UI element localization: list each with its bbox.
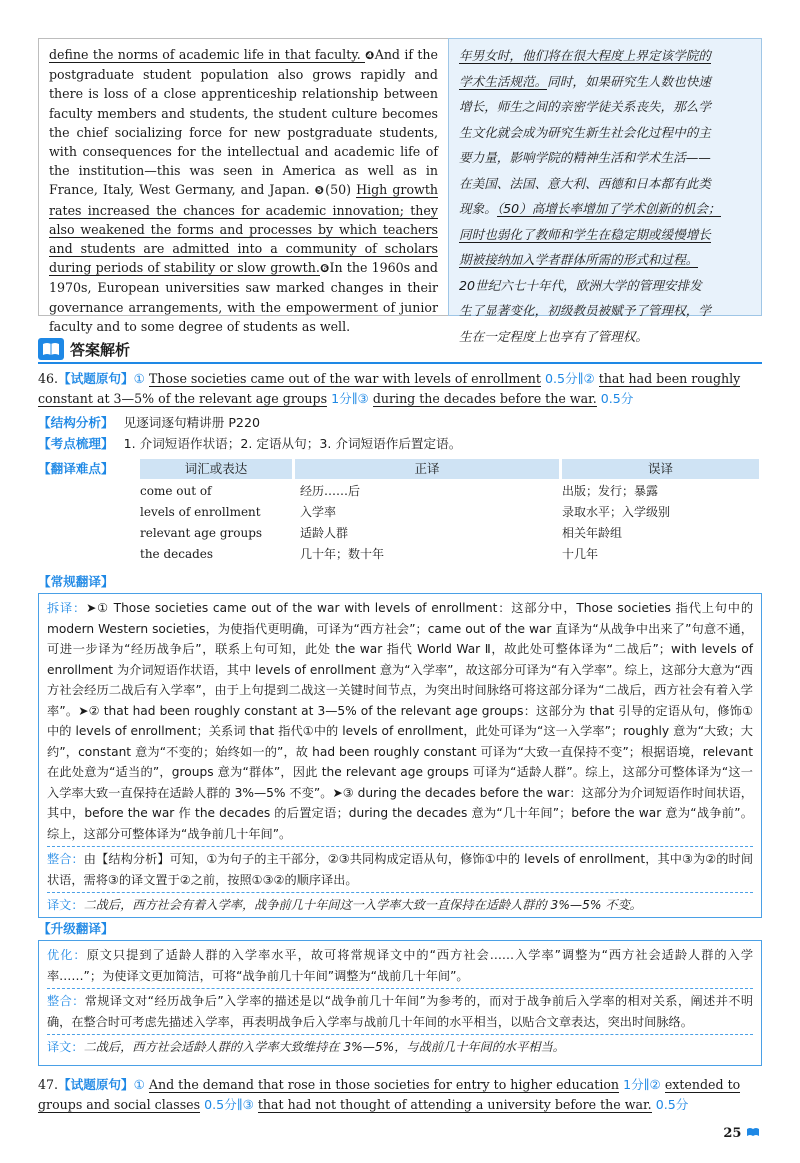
translation2-text: 二战后，西方社会适龄人群的入学率大致维持在 3%—5%，与战前几十年间的水平相当。: [83, 1040, 565, 1054]
question-number-50: (50): [325, 182, 357, 198]
cn-line: 现象。: [459, 201, 497, 216]
circle-2: ②: [583, 371, 595, 386]
vocab-wrong: 出版；发行；暴露: [562, 484, 659, 498]
passage-text: And if the postgraduate student population also grows rapidly and there is loss of a close apprenticeship relationship between faculty members and students, the student culture becomes the chief socializing force for new postgraduate students, with consequences for the intellectual and academic life of the institution—this was seen in America as well as in France, Italy, West Germany, and Japan.: [49, 47, 438, 198]
circle-2: ②: [649, 1077, 661, 1092]
q47-part1: And the demand that rose in those societies for entry to higher education: [148, 1077, 620, 1092]
merge-label: 整合：: [47, 852, 84, 866]
translation-label: 译文：: [47, 898, 84, 912]
split-label: 拆译：: [47, 601, 87, 615]
circle-1: ①: [133, 371, 145, 386]
cn-line: 同时，如果研究生人数也快速: [547, 73, 711, 89]
score: 0.5分: [600, 391, 634, 406]
passage-english: [38, 38, 448, 334]
cn-line: （50）高增长率增加了学术创新的机会；: [496, 201, 721, 216]
q46-orig-tag: 【试题原句】: [58, 371, 134, 386]
page-number: [723, 1126, 760, 1141]
vocab-right: 适龄人群: [300, 526, 349, 540]
vocab-wrong: 十几年: [562, 547, 599, 561]
vocab-head-wrong: 误译: [562, 459, 759, 479]
q47-orig-tag: 【试题原句】: [58, 1077, 134, 1092]
q47-part2: extended to groups and social classes: [38, 1077, 741, 1112]
cn-line: 年男女时，他们将在很大程度上界定该学院的: [459, 48, 711, 63]
q47-number: 47.: [38, 1077, 59, 1092]
translation-row: [47, 895, 753, 918]
vocab-right: 经历……后: [300, 484, 361, 498]
cn-line: 20世纪六七十年代，欧洲大学的管理安排发: [459, 277, 702, 293]
vocab-right: 几十年；数十年: [300, 547, 385, 561]
structure-analysis: [38, 413, 762, 433]
sentence-number-5: ❺: [314, 184, 326, 198]
vocab-row: [38, 502, 762, 523]
vocab-term: the decades: [140, 547, 214, 561]
passage-block: [38, 38, 762, 344]
merge2-label: 整合：: [47, 994, 85, 1008]
vocab-rows: [38, 481, 762, 565]
normal-translation-heading: [38, 571, 114, 590]
q46-number: 46.: [38, 371, 59, 386]
optimize-label: 优化：: [47, 948, 87, 962]
cn-line: 生文化就会成为研究生新生社会化过程中的主: [459, 124, 711, 140]
vocab-head-right: 正译: [295, 459, 559, 479]
passage-text: In the 1960s and 1970s, European universities saw marked changes in their governance arrangements, with the empowerment of junior faculty and to some degree of students as well.: [49, 260, 438, 334]
difficulty-tag: 【翻译难点】: [38, 461, 114, 476]
score: 0.5分: [544, 371, 578, 386]
separator: ∥: [236, 1097, 243, 1112]
score: 1分: [623, 1077, 644, 1092]
separator: ∥: [351, 391, 358, 406]
vocab-term: come out of: [140, 484, 212, 498]
cn-line: 生了显著变化，初级教员被赋予了管理权，学: [459, 303, 711, 318]
circle-1: ①: [133, 1077, 145, 1092]
vocab-wrong: 录取水平；入学级别: [562, 505, 671, 519]
vocab-right: 入学率: [300, 505, 337, 519]
cn-line: 增长，师生之间的亲密学徒关系丧失，那么学: [459, 99, 711, 114]
split-text: ➤① Those societies came out of the war with levels of enrollment：这部分中，Those societies 指代上句中的 modern Western societies，为使指代更明确，可译为“西方社会”；came out of the war 直译为“从战争中出来了”句意不通，可进一步译为“经历战争后”，联系上句可知，此处 the war 指代 World War Ⅱ，故此处可整体译为“二战后”；with levels of enrollment 为介词短语作状语，其中 levels of enrollment 意为“入学率”，故这部分可译为“有入学率”。综上，这部分大意为“西方社会经历二战后有入学率”，由于上句提到二战这一关键时间节点，为突出时间脉络可将这部分译为“二战后，西方社会有着入学率”。➤② that had been roughly constant at 3—5% of the relevant age groups：这部分为 that 引导的定语从句，修饰①中的 levels of enrollment；关系词 that 指代①中的 levels of enrollment，此处可译为“这一入学率”；roughly 意为“大致；大约”，constant 意为“不变的；始终如一的”，故 had been roughly constant 可译为“大致一直保持不变”；根据语境，relevant 在此处意为“适当的”，groups 意为“群体”，因此 the relevant age groups 可译为“适龄人群”。综上，这部分可整体译为“这一入学率大致一直保持在适龄人群的 3%—5% 不变”。➤③ during the decades before the war：这部分为介词短语作时间状语，其中，before the war 作 the decades 的后置定语；during the decades 意为“几十年间”；before the war 意为“战争前”。综上，这部分可整体译为“战争前几十年间”。: [47, 601, 754, 841]
sentence-number-4: ❹: [365, 49, 375, 62]
passage-text: define the norms of academic life in that faculty.: [49, 47, 366, 62]
cn-line: 生在一定程度上也享有了管理权。: [459, 328, 648, 344]
book-icon: [38, 338, 64, 360]
translation2-row: [47, 1037, 753, 1060]
structure-text: 见逐词逐句精讲册 P220: [123, 415, 260, 430]
key-points-tag: 【考点梳理】: [38, 436, 114, 451]
page-book-icon: [746, 1127, 760, 1137]
optimize-text: 原文只提到了适龄人群的入学率水平，故可将常规译文中的“西方社会……入学率”调整为“西方社会适龄人群的入学率……”；为使译文更加简洁，可将“战争前几十年间”调整为“战前几十年间”。: [47, 948, 754, 983]
vocab-header: [140, 459, 762, 479]
merge-text: 由【结构分析】可知，①为句子的主干部分，②③共同构成定语从句，修饰①中的 levels of enrollment，其中③为②的时间状语，需将③的译文置于②之前，按照①③②的顺序译出。: [47, 852, 754, 887]
merge-row: [47, 849, 753, 893]
passage-chinese: [448, 38, 762, 344]
underlined-question-50: High growth rates increased the chances for academic innovation; they also weakened the forms and processes by which teachers and students are admitted into a community of scholars during periods of stability or slow growth.: [49, 182, 438, 276]
translation2-label: 译文：: [47, 1040, 84, 1054]
q46-part3: during the decades before the war.: [372, 391, 597, 406]
vocab-row: [38, 544, 762, 565]
vocab-row: [38, 481, 762, 502]
cn-line: 要力量，影响学院的精神生活和学术生活——: [459, 150, 711, 165]
advanced-translation-box: [38, 940, 762, 1066]
separator: ∥: [643, 1077, 650, 1092]
q46-original: [38, 369, 762, 409]
merge2-text: 常规译文对“经历战争后”入学率的描述是以“战争前几十年间”为参考的，而对于战争前后入学率的相对关系，阐述并不明确，在整合时可考虑先描述入学率，再表明战争后入学率与战前几十年间的水平相当，以贴合文章表达，突出时间脉络。: [47, 994, 754, 1029]
circle-3: ③: [242, 1097, 254, 1112]
vocab-row: [38, 523, 762, 544]
cn-line: 学术生活规范。: [459, 73, 548, 89]
normal-translation-box: [38, 593, 762, 918]
merge2-row: [47, 991, 753, 1035]
section-divider: [38, 362, 762, 364]
cn-line: 同时也弱化了教师和学生在稳定期或缓慢增长: [459, 226, 711, 242]
advanced-translation-tag: 【升级翻译】: [38, 921, 114, 936]
key-points: [38, 434, 762, 454]
normal-translation-tag: 【常规翻译】: [38, 574, 114, 589]
structure-tag: 【结构分析】: [38, 415, 114, 430]
q46-part1: Those societies came out of the war with levels of enrollment: [148, 371, 541, 386]
score: 1分: [331, 391, 352, 406]
section-header: [38, 336, 130, 362]
cn-line: 期被接纳加入学者群体所需的形式和过程。: [459, 252, 699, 267]
vocab-table: [140, 459, 762, 479]
vocab-wrong: 相关年龄组: [562, 526, 623, 540]
q46-part2: that had been roughly constant at 3—5% of the relevant age groups: [38, 371, 741, 406]
separator: ∥: [577, 371, 584, 386]
q47-part3: that had not thought of attending a university before the war.: [257, 1097, 652, 1112]
q47-original: [38, 1075, 762, 1115]
advanced-translation-heading: [38, 918, 114, 937]
circle-3: ③: [357, 391, 369, 406]
cn-line: 在美国、法国、意大利、西德和日本都有此类: [459, 175, 711, 191]
split-row: [47, 598, 753, 847]
vocab-head-term: 词汇或表达: [140, 459, 292, 479]
page-number-text: 25: [723, 1126, 742, 1141]
optimize-row: [47, 945, 753, 989]
section-title: 答案解析: [70, 340, 131, 359]
score: 0.5分: [655, 1097, 689, 1112]
key-points-text: 1. 介词短语作状语；2. 定语从句；3. 介词短语作后置定语。: [123, 436, 462, 451]
sentence-number-6: ❻: [319, 262, 330, 276]
vocab-term: levels of enrollment: [140, 505, 261, 519]
vocab-term: relevant age groups: [140, 526, 263, 540]
translation-text: 二战后，西方社会有着入学率，战争前几十年间这一入学率大致一直保持在适龄人群的 3%—5% 不变。: [83, 898, 642, 912]
score: 0.5分: [204, 1097, 237, 1112]
